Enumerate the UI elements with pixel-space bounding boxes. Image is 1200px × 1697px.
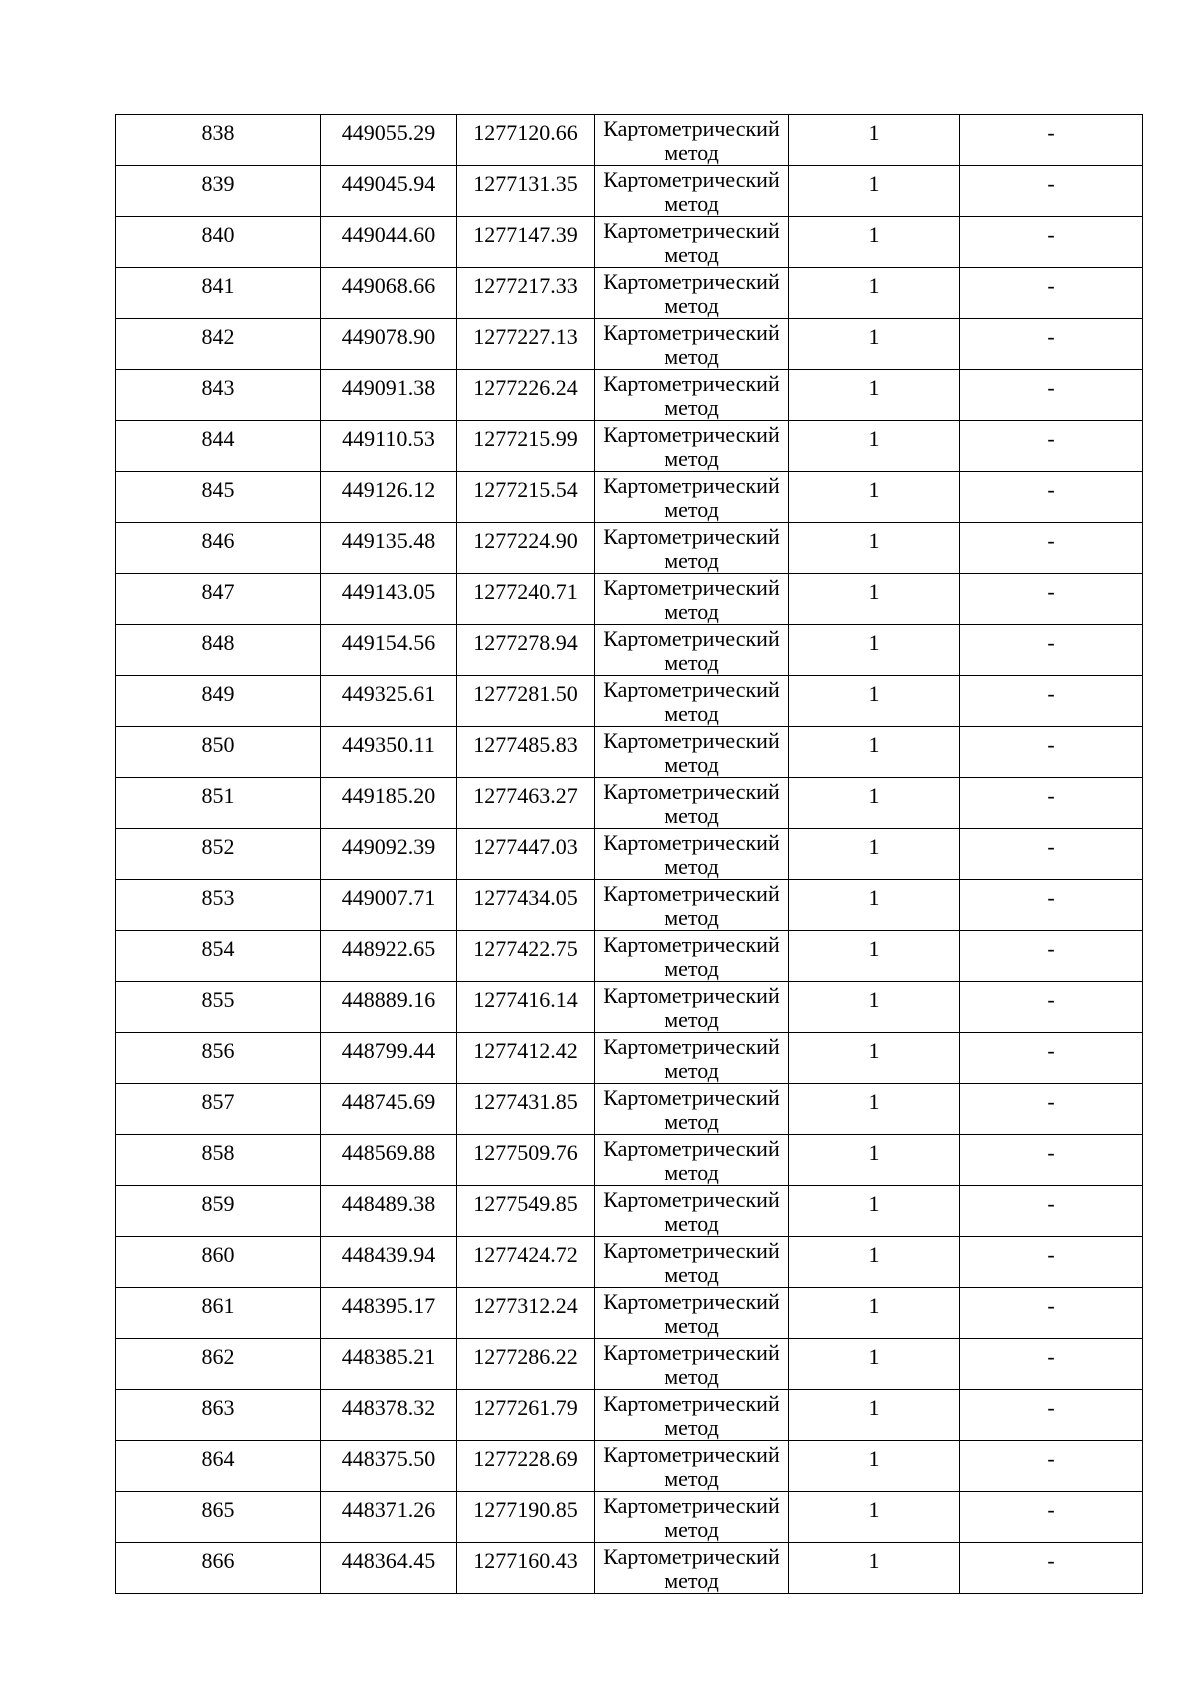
- method-line-1: Картометрический: [603, 779, 780, 804]
- note-cell: -: [960, 268, 1143, 319]
- y-coordinate-cell: 1277215.54: [457, 472, 595, 523]
- y-coordinate-cell: 1277226.24: [457, 370, 595, 421]
- accuracy-cell: 1: [789, 217, 960, 268]
- point-number-cell: 846: [116, 523, 321, 574]
- y-coordinate-cell: 1277549.85: [457, 1186, 595, 1237]
- method-line-1: Картометрический: [603, 218, 780, 243]
- x-coordinate-cell: 448569.88: [321, 1135, 457, 1186]
- x-coordinate-cell: 448378.32: [321, 1390, 457, 1441]
- point-number-cell: 859: [116, 1186, 321, 1237]
- y-coordinate-cell: 1277281.50: [457, 676, 595, 727]
- table-row: [116, 166, 1143, 217]
- method-cell: [595, 1135, 789, 1186]
- accuracy-cell: 1: [789, 778, 960, 829]
- point-number-cell: 861: [116, 1288, 321, 1339]
- point-number-cell: 865: [116, 1492, 321, 1543]
- method-line-1: Картометрический: [603, 1085, 780, 1110]
- method-cell: [595, 1084, 789, 1135]
- method-line-2: метод: [664, 650, 719, 675]
- method-line-2: метод: [664, 1007, 719, 1032]
- x-coordinate-cell: 449154.56: [321, 625, 457, 676]
- table-row: [116, 1084, 1143, 1135]
- accuracy-cell: 1: [789, 523, 960, 574]
- accuracy-cell: 1: [789, 727, 960, 778]
- point-number-cell: 858: [116, 1135, 321, 1186]
- method-line-2: метод: [664, 191, 719, 216]
- x-coordinate-cell: 449185.20: [321, 778, 457, 829]
- accuracy-cell: 1: [789, 1288, 960, 1339]
- accuracy-cell: 1: [789, 1084, 960, 1135]
- method-line-1: Картометрический: [603, 1187, 780, 1212]
- table-row: [116, 319, 1143, 370]
- method-line-1: Картометрический: [603, 1544, 780, 1569]
- accuracy-cell: 1: [789, 829, 960, 880]
- point-number-cell: 849: [116, 676, 321, 727]
- method-cell: [595, 625, 789, 676]
- table-row: [116, 1390, 1143, 1441]
- method-line-1: Картометрический: [603, 371, 780, 396]
- method-line-2: метод: [664, 854, 719, 879]
- table-row: [116, 727, 1143, 778]
- point-number-cell: 866: [116, 1543, 321, 1594]
- method-cell: [595, 523, 789, 574]
- note-cell: -: [960, 1084, 1143, 1135]
- y-coordinate-cell: 1277509.76: [457, 1135, 595, 1186]
- note-cell: -: [960, 1390, 1143, 1441]
- x-coordinate-cell: 449091.38: [321, 370, 457, 421]
- x-coordinate-cell: 449126.12: [321, 472, 457, 523]
- accuracy-cell: 1: [789, 880, 960, 931]
- x-coordinate-cell: 449078.90: [321, 319, 457, 370]
- x-coordinate-cell: 448439.94: [321, 1237, 457, 1288]
- x-coordinate-cell: 449007.71: [321, 880, 457, 931]
- x-coordinate-cell: 448375.50: [321, 1441, 457, 1492]
- method-cell: [595, 421, 789, 472]
- table-row: [116, 676, 1143, 727]
- accuracy-cell: 1: [789, 1033, 960, 1084]
- method-line-2: метод: [664, 446, 719, 471]
- accuracy-cell: 1: [789, 1492, 960, 1543]
- point-number-cell: 844: [116, 421, 321, 472]
- method-line-1: Картометрический: [603, 1442, 780, 1467]
- note-cell: -: [960, 217, 1143, 268]
- y-coordinate-cell: 1277416.14: [457, 982, 595, 1033]
- method-cell: [595, 166, 789, 217]
- accuracy-cell: 1: [789, 574, 960, 625]
- point-number-cell: 852: [116, 829, 321, 880]
- method-cell: [595, 1441, 789, 1492]
- method-line-1: Картометрический: [603, 575, 780, 600]
- point-number-cell: 855: [116, 982, 321, 1033]
- method-line-2: метод: [664, 1160, 719, 1185]
- method-line-2: метод: [664, 803, 719, 828]
- method-line-1: Картометрический: [603, 1391, 780, 1416]
- y-coordinate-cell: 1277286.22: [457, 1339, 595, 1390]
- y-coordinate-cell: 1277424.72: [457, 1237, 595, 1288]
- method-line-2: метод: [664, 956, 719, 981]
- table-row: [116, 1492, 1143, 1543]
- method-cell: [595, 1237, 789, 1288]
- note-cell: -: [960, 115, 1143, 166]
- y-coordinate-cell: 1277422.75: [457, 931, 595, 982]
- method-line-2: метод: [664, 1262, 719, 1287]
- note-cell: -: [960, 1288, 1143, 1339]
- note-cell: -: [960, 1492, 1143, 1543]
- accuracy-cell: 1: [789, 982, 960, 1033]
- method-cell: [595, 778, 789, 829]
- note-cell: -: [960, 319, 1143, 370]
- method-cell: [595, 1390, 789, 1441]
- method-line-2: метод: [664, 548, 719, 573]
- point-number-cell: 862: [116, 1339, 321, 1390]
- x-coordinate-cell: 448922.65: [321, 931, 457, 982]
- table-row: [116, 931, 1143, 982]
- table-row: [116, 1441, 1143, 1492]
- x-coordinate-cell: 448385.21: [321, 1339, 457, 1390]
- note-cell: -: [960, 1543, 1143, 1594]
- method-line-1: Картометрический: [603, 422, 780, 447]
- note-cell: -: [960, 1135, 1143, 1186]
- accuracy-cell: 1: [789, 1135, 960, 1186]
- note-cell: -: [960, 880, 1143, 931]
- point-number-cell: 851: [116, 778, 321, 829]
- table-row: [116, 370, 1143, 421]
- method-cell: [595, 1543, 789, 1594]
- x-coordinate-cell: 449044.60: [321, 217, 457, 268]
- accuracy-cell: 1: [789, 1186, 960, 1237]
- note-cell: -: [960, 421, 1143, 472]
- method-cell: [595, 574, 789, 625]
- note-cell: -: [960, 931, 1143, 982]
- table-row: [116, 829, 1143, 880]
- table-row: [116, 982, 1143, 1033]
- table-row: [116, 268, 1143, 319]
- note-cell: -: [960, 523, 1143, 574]
- method-line-2: метод: [664, 599, 719, 624]
- accuracy-cell: 1: [789, 1441, 960, 1492]
- method-cell: [595, 115, 789, 166]
- method-line-1: Картометрический: [603, 932, 780, 957]
- method-line-1: Картометрический: [603, 626, 780, 651]
- y-coordinate-cell: 1277120.66: [457, 115, 595, 166]
- method-cell: [595, 829, 789, 880]
- point-number-cell: 857: [116, 1084, 321, 1135]
- method-line-2: метод: [664, 1466, 719, 1491]
- method-cell: [595, 676, 789, 727]
- method-line-1: Картометрический: [603, 830, 780, 855]
- table-row: [116, 523, 1143, 574]
- method-line-1: Картометрический: [603, 881, 780, 906]
- x-coordinate-cell: 448799.44: [321, 1033, 457, 1084]
- point-number-cell: 850: [116, 727, 321, 778]
- method-line-2: метод: [664, 905, 719, 930]
- note-cell: -: [960, 472, 1143, 523]
- table-row: [116, 574, 1143, 625]
- x-coordinate-cell: 449068.66: [321, 268, 457, 319]
- note-cell: -: [960, 676, 1143, 727]
- point-number-cell: 842: [116, 319, 321, 370]
- table-row: [116, 1186, 1143, 1237]
- accuracy-cell: 1: [789, 319, 960, 370]
- method-line-1: Картометрический: [603, 269, 780, 294]
- method-cell: [595, 982, 789, 1033]
- x-coordinate-cell: 449110.53: [321, 421, 457, 472]
- x-coordinate-cell: 449055.29: [321, 115, 457, 166]
- y-coordinate-cell: 1277190.85: [457, 1492, 595, 1543]
- method-line-1: Картометрический: [603, 473, 780, 498]
- accuracy-cell: 1: [789, 1543, 960, 1594]
- note-cell: -: [960, 1441, 1143, 1492]
- method-cell: [595, 1339, 789, 1390]
- y-coordinate-cell: 1277278.94: [457, 625, 595, 676]
- method-line-2: метод: [664, 140, 719, 165]
- note-cell: -: [960, 1339, 1143, 1390]
- note-cell: -: [960, 1237, 1143, 1288]
- point-number-cell: 841: [116, 268, 321, 319]
- y-coordinate-cell: 1277147.39: [457, 217, 595, 268]
- x-coordinate-cell: 449325.61: [321, 676, 457, 727]
- method-line-1: Картометрический: [603, 1034, 780, 1059]
- method-cell: [595, 472, 789, 523]
- accuracy-cell: 1: [789, 676, 960, 727]
- table-row: [116, 778, 1143, 829]
- note-cell: -: [960, 370, 1143, 421]
- method-cell: [595, 319, 789, 370]
- table-row: [116, 1033, 1143, 1084]
- method-line-2: метод: [664, 395, 719, 420]
- x-coordinate-cell: 448745.69: [321, 1084, 457, 1135]
- note-cell: -: [960, 727, 1143, 778]
- method-line-1: Картометрический: [603, 728, 780, 753]
- point-number-cell: 848: [116, 625, 321, 676]
- accuracy-cell: 1: [789, 931, 960, 982]
- accuracy-cell: 1: [789, 625, 960, 676]
- table-row: [116, 1543, 1143, 1594]
- method-line-2: метод: [664, 1109, 719, 1134]
- note-cell: -: [960, 778, 1143, 829]
- method-line-1: Картометрический: [603, 677, 780, 702]
- x-coordinate-cell: 448889.16: [321, 982, 457, 1033]
- method-line-2: метод: [664, 752, 719, 777]
- y-coordinate-cell: 1277227.13: [457, 319, 595, 370]
- table-row: [116, 625, 1143, 676]
- note-cell: -: [960, 166, 1143, 217]
- note-cell: -: [960, 1033, 1143, 1084]
- y-coordinate-cell: 1277485.83: [457, 727, 595, 778]
- accuracy-cell: 1: [789, 472, 960, 523]
- y-coordinate-cell: 1277224.90: [457, 523, 595, 574]
- method-line-2: метод: [664, 701, 719, 726]
- table-row: [116, 1288, 1143, 1339]
- y-coordinate-cell: 1277131.35: [457, 166, 595, 217]
- point-number-cell: 847: [116, 574, 321, 625]
- point-number-cell: 838: [116, 115, 321, 166]
- table-row: [116, 1237, 1143, 1288]
- note-cell: -: [960, 625, 1143, 676]
- method-cell: [595, 1186, 789, 1237]
- table-row: [116, 1135, 1143, 1186]
- point-number-cell: 860: [116, 1237, 321, 1288]
- y-coordinate-cell: 1277431.85: [457, 1084, 595, 1135]
- x-coordinate-cell: 449135.48: [321, 523, 457, 574]
- y-coordinate-cell: 1277215.99: [457, 421, 595, 472]
- x-coordinate-cell: 449092.39: [321, 829, 457, 880]
- accuracy-cell: 1: [789, 370, 960, 421]
- point-number-cell: 843: [116, 370, 321, 421]
- method-line-2: метод: [664, 1415, 719, 1440]
- x-coordinate-cell: 449350.11: [321, 727, 457, 778]
- method-cell: [595, 268, 789, 319]
- point-number-cell: 839: [116, 166, 321, 217]
- point-number-cell: 856: [116, 1033, 321, 1084]
- y-coordinate-cell: 1277412.42: [457, 1033, 595, 1084]
- accuracy-cell: 1: [789, 1237, 960, 1288]
- point-number-cell: 840: [116, 217, 321, 268]
- note-cell: -: [960, 982, 1143, 1033]
- method-line-2: метод: [664, 1058, 719, 1083]
- y-coordinate-cell: 1277261.79: [457, 1390, 595, 1441]
- x-coordinate-cell: 448489.38: [321, 1186, 457, 1237]
- accuracy-cell: 1: [789, 1390, 960, 1441]
- method-line-1: Картометрический: [603, 167, 780, 192]
- note-cell: -: [960, 829, 1143, 880]
- table-row: [116, 115, 1143, 166]
- y-coordinate-cell: 1277160.43: [457, 1543, 595, 1594]
- method-line-2: метод: [664, 344, 719, 369]
- method-cell: [595, 1033, 789, 1084]
- method-line-1: Картометрический: [603, 320, 780, 345]
- accuracy-cell: 1: [789, 115, 960, 166]
- x-coordinate-cell: 448364.45: [321, 1543, 457, 1594]
- y-coordinate-cell: 1277240.71: [457, 574, 595, 625]
- method-cell: [595, 1492, 789, 1543]
- note-cell: -: [960, 1186, 1143, 1237]
- method-line-1: Картометрический: [603, 1136, 780, 1161]
- method-line-2: метод: [664, 293, 719, 318]
- point-number-cell: 854: [116, 931, 321, 982]
- table-row: [116, 472, 1143, 523]
- accuracy-cell: 1: [789, 268, 960, 319]
- accuracy-cell: 1: [789, 166, 960, 217]
- y-coordinate-cell: 1277217.33: [457, 268, 595, 319]
- method-line-1: Картометрический: [603, 983, 780, 1008]
- point-number-cell: 845: [116, 472, 321, 523]
- table-row: [116, 880, 1143, 931]
- method-line-1: Картометрический: [603, 1238, 780, 1263]
- y-coordinate-cell: 1277463.27: [457, 778, 595, 829]
- x-coordinate-cell: 449045.94: [321, 166, 457, 217]
- method-line-2: метод: [664, 242, 719, 267]
- x-coordinate-cell: 449143.05: [321, 574, 457, 625]
- y-coordinate-cell: 1277312.24: [457, 1288, 595, 1339]
- point-number-cell: 863: [116, 1390, 321, 1441]
- method-line-1: Картометрический: [603, 116, 780, 141]
- method-line-2: метод: [664, 1211, 719, 1236]
- note-cell: -: [960, 574, 1143, 625]
- accuracy-cell: 1: [789, 1339, 960, 1390]
- method-line-2: метод: [664, 1568, 719, 1593]
- table-row: [116, 1339, 1143, 1390]
- method-cell: [595, 217, 789, 268]
- accuracy-cell: 1: [789, 421, 960, 472]
- method-line-1: Картометрический: [603, 1289, 780, 1314]
- y-coordinate-cell: 1277447.03: [457, 829, 595, 880]
- method-line-1: Картометрический: [603, 1493, 780, 1518]
- point-number-cell: 853: [116, 880, 321, 931]
- y-coordinate-cell: 1277228.69: [457, 1441, 595, 1492]
- method-cell: [595, 931, 789, 982]
- method-line-2: метод: [664, 1364, 719, 1389]
- coordinates-table: [115, 114, 1143, 1594]
- method-cell: [595, 880, 789, 931]
- method-line-1: Картометрический: [603, 1340, 780, 1365]
- coordinates-table-body: [116, 115, 1143, 1594]
- x-coordinate-cell: 448371.26: [321, 1492, 457, 1543]
- y-coordinate-cell: 1277434.05: [457, 880, 595, 931]
- table-row: [116, 217, 1143, 268]
- method-cell: [595, 1288, 789, 1339]
- table-row: [116, 421, 1143, 472]
- method-line-2: метод: [664, 1517, 719, 1542]
- method-cell: [595, 727, 789, 778]
- method-cell: [595, 370, 789, 421]
- point-number-cell: 864: [116, 1441, 321, 1492]
- method-line-1: Картометрический: [603, 524, 780, 549]
- method-line-2: метод: [664, 1313, 719, 1338]
- method-line-2: метод: [664, 497, 719, 522]
- x-coordinate-cell: 448395.17: [321, 1288, 457, 1339]
